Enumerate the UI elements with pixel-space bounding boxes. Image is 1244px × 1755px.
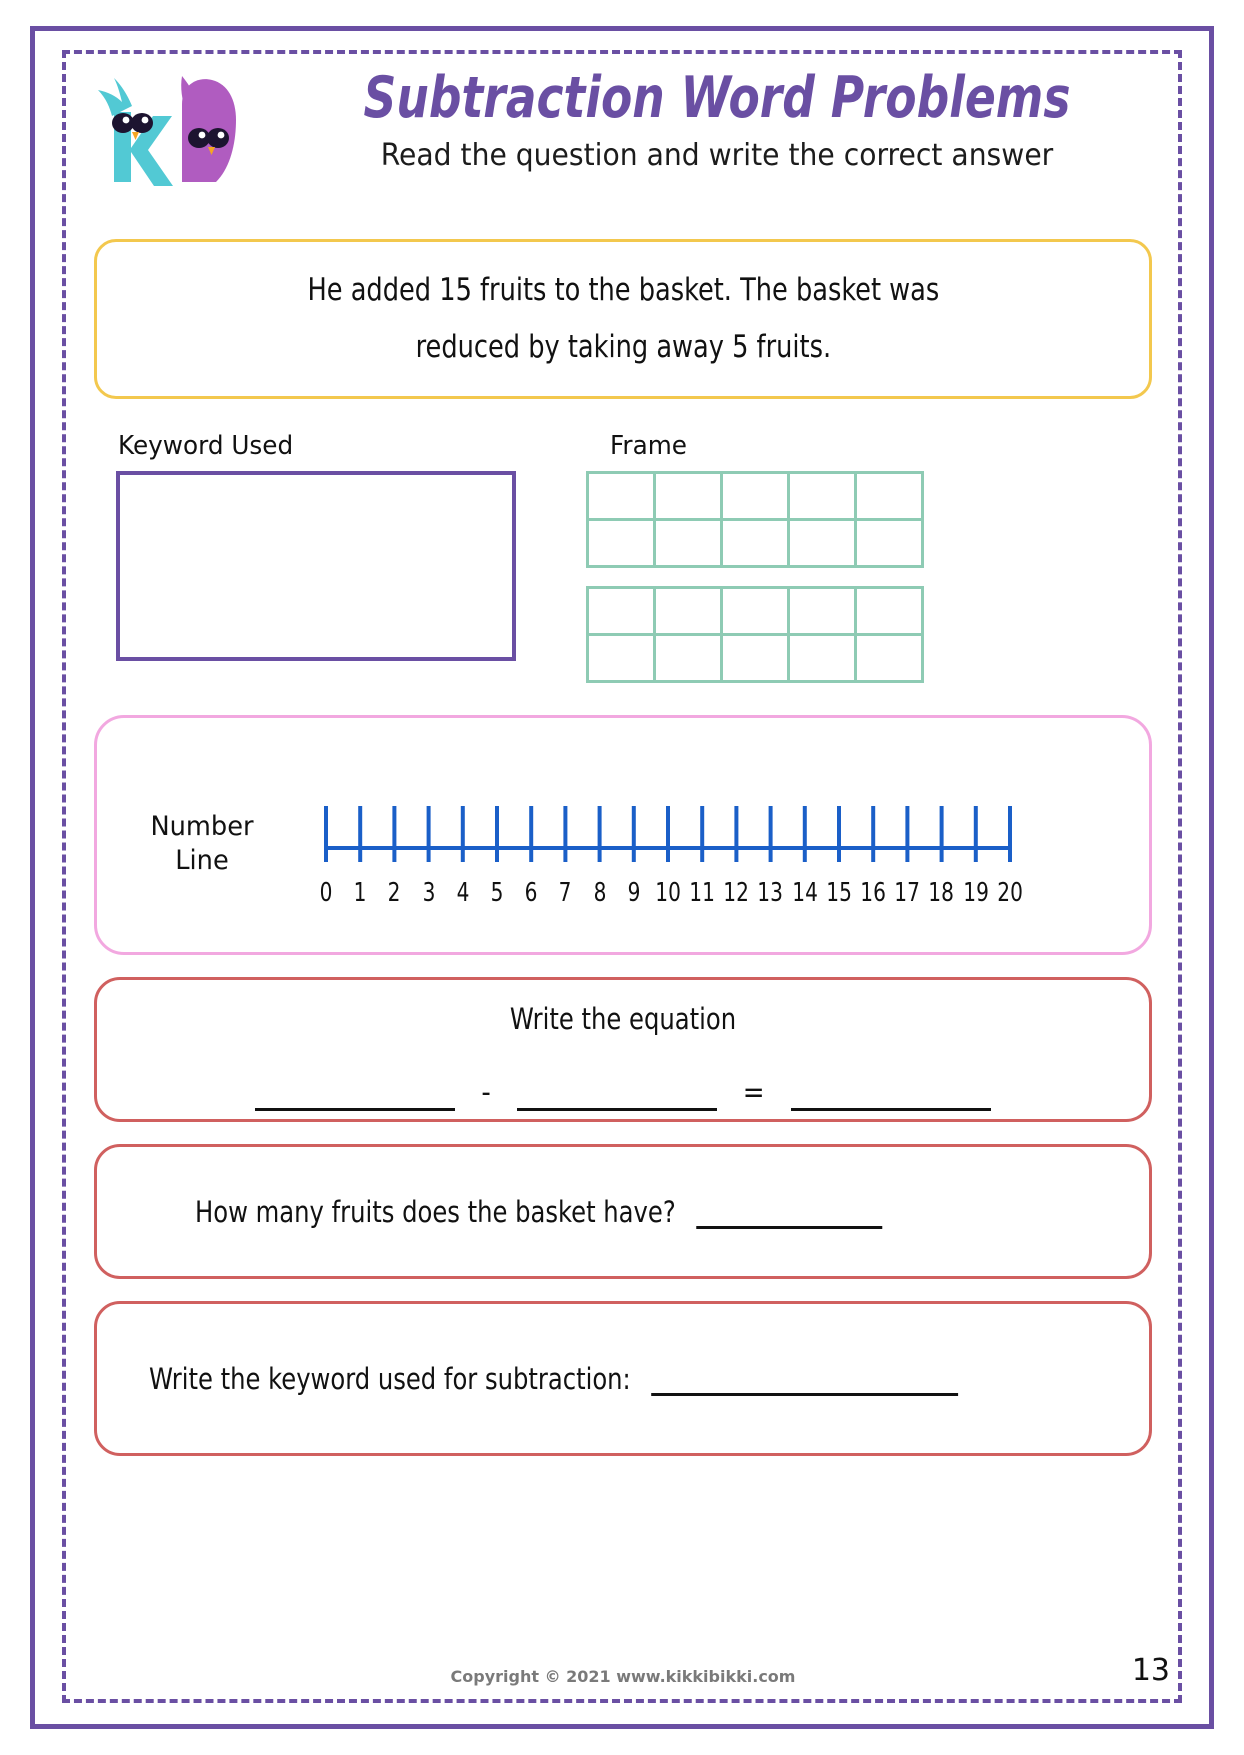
ten-frame-cell[interactable] bbox=[857, 589, 924, 636]
number-line-box bbox=[94, 715, 1152, 955]
number-line-tick-label: 4 bbox=[456, 878, 470, 908]
number-line-tick-label: 15 bbox=[826, 878, 852, 908]
ten-frame-cell[interactable] bbox=[589, 521, 656, 568]
ten-frame-cell[interactable] bbox=[656, 589, 723, 636]
question-prompt-text bbox=[307, 262, 939, 377]
copyright-text: Copyright © 2021 www.kikkibikki.com bbox=[450, 1667, 796, 1686]
page-footer bbox=[94, 1653, 1170, 1701]
ten-frame-cell[interactable] bbox=[723, 636, 790, 683]
write-equation-box bbox=[94, 977, 1152, 1122]
equation-result-blank[interactable] bbox=[791, 1082, 991, 1111]
number-line-tick-label: 13 bbox=[757, 878, 784, 908]
ten-frame-cell[interactable] bbox=[723, 521, 790, 568]
number-line-label-line-1: Number bbox=[150, 811, 254, 842]
write-keyword-label: Write the keyword used for subtraction: bbox=[149, 1361, 631, 1396]
write-keyword-row bbox=[149, 1362, 958, 1396]
ten-frame-cell[interactable] bbox=[656, 521, 723, 568]
ten-frame-grid-1[interactable] bbox=[586, 471, 924, 568]
number-line-graphic[interactable] bbox=[309, 796, 1129, 870]
number-line-tick-label: 1 bbox=[353, 878, 367, 908]
ten-frame-cell[interactable] bbox=[589, 589, 656, 636]
ten-frame-cell[interactable] bbox=[790, 589, 857, 636]
question-prompt-box bbox=[94, 239, 1152, 399]
number-line-label-line-2: Line bbox=[175, 844, 229, 876]
how-many-fruits-label: How many fruits does the basket have? bbox=[195, 1194, 676, 1229]
equation-minus-operator: - bbox=[481, 1075, 491, 1109]
number-line-tick-label: 10 bbox=[655, 878, 681, 908]
ten-frame-grid-2[interactable] bbox=[586, 586, 924, 683]
number-line-tick-label: 12 bbox=[723, 878, 750, 908]
number-line-tick-label: 5 bbox=[490, 878, 504, 908]
equation-operand-1-blank[interactable] bbox=[255, 1082, 455, 1111]
number-line-tick-label: 17 bbox=[894, 878, 921, 908]
write-equation-title: Write the equation bbox=[509, 1002, 737, 1036]
write-keyword-box bbox=[94, 1301, 1152, 1456]
ten-frame-cell[interactable] bbox=[656, 636, 723, 683]
keyword-and-frame-row bbox=[94, 431, 1152, 683]
equation-equals-operator: = bbox=[742, 1075, 765, 1109]
number-line-tick-label: 14 bbox=[791, 878, 818, 908]
page-number: 13 bbox=[1131, 1653, 1170, 1688]
how-many-fruits-row bbox=[195, 1195, 882, 1229]
keyword-column bbox=[94, 431, 524, 661]
keyword-used-input-box[interactable] bbox=[116, 471, 516, 661]
number-line-tick-labels bbox=[309, 878, 1129, 908]
keyword-used-label: Keyword Used bbox=[118, 431, 294, 461]
number-line-tick-label: 9 bbox=[627, 878, 641, 908]
ten-frame-cell[interactable] bbox=[723, 474, 790, 521]
equation-row bbox=[97, 1075, 1149, 1111]
number-line-tick-label: 0 bbox=[319, 878, 333, 908]
how-many-fruits-answer-blank[interactable] bbox=[696, 1200, 882, 1229]
number-line-tick-label: 19 bbox=[962, 878, 989, 908]
page-subtitle: Read the question and write the correct answer bbox=[380, 137, 1054, 173]
number-line-tick-label: 20 bbox=[997, 878, 1023, 908]
ten-frame-cell[interactable] bbox=[790, 474, 857, 521]
number-line-tick-label: 18 bbox=[928, 878, 955, 908]
kikkibikki-owl-logo-icon bbox=[82, 64, 252, 189]
ten-frame-cell[interactable] bbox=[857, 521, 924, 568]
question-line-2: reduced by taking away 5 fruits. bbox=[415, 329, 831, 365]
ten-frame-cell[interactable] bbox=[589, 636, 656, 683]
equation-operand-2-blank[interactable] bbox=[517, 1082, 717, 1111]
ten-frame-cell[interactable] bbox=[790, 636, 857, 683]
number-line-label bbox=[131, 810, 274, 878]
page-title: Subtraction Word Problems bbox=[363, 65, 1071, 131]
frame-label: Frame bbox=[610, 431, 687, 461]
frame-column bbox=[586, 431, 924, 683]
number-line-tick-label: 7 bbox=[558, 878, 572, 908]
number-line-tick-label: 8 bbox=[593, 878, 606, 908]
number-line-tick-label: 2 bbox=[388, 878, 401, 908]
ten-frame-cell[interactable] bbox=[857, 474, 924, 521]
number-line-tick-label: 11 bbox=[689, 878, 715, 908]
number-line-tick-label: 6 bbox=[524, 878, 538, 908]
how-many-fruits-box bbox=[94, 1144, 1152, 1279]
ten-frame-cell[interactable] bbox=[723, 589, 790, 636]
ten-frame-cell[interactable] bbox=[589, 474, 656, 521]
ten-frame-cell[interactable] bbox=[790, 521, 857, 568]
ten-frame-cell[interactable] bbox=[857, 636, 924, 683]
number-line-tick-label: 16 bbox=[860, 878, 886, 908]
page-header bbox=[72, 56, 1172, 221]
question-line-1: He added 15 fruits to the basket. The basket was bbox=[307, 271, 939, 308]
ten-frame-cell[interactable] bbox=[656, 474, 723, 521]
number-line-tick-label: 3 bbox=[422, 878, 436, 908]
write-keyword-answer-blank[interactable] bbox=[651, 1367, 958, 1396]
